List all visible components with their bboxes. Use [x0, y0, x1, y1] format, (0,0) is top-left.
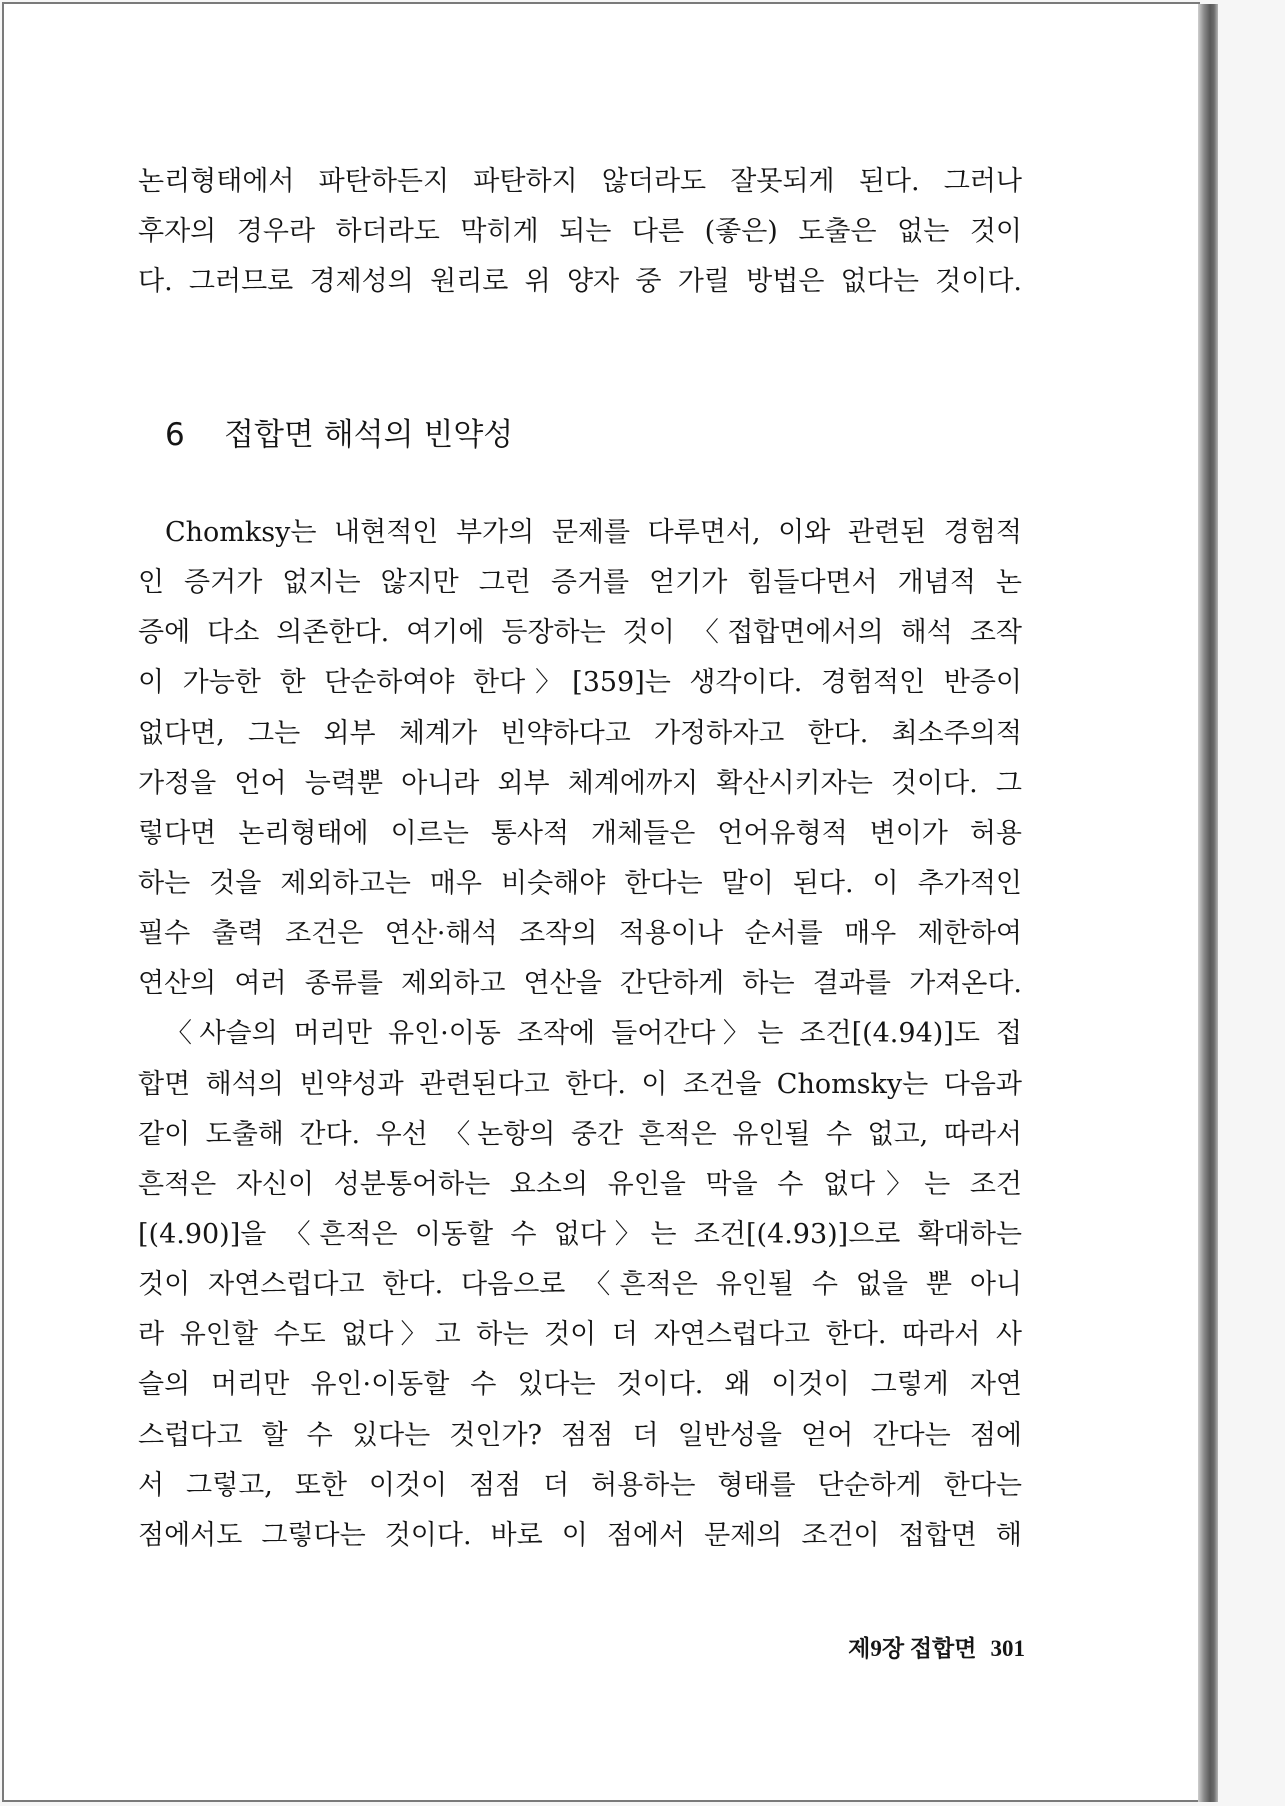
text-line: 후자의 경우라 하더라도 막히게 되는 다른 (좋은) 도출은 없는 것이 — [138, 216, 1022, 248]
text-line: 합면 해석의 빈약성과 관련된다고 한다. 이 조건을 Chomsky는 다음과 — [138, 1068, 1022, 1100]
text-line: 증에 다소 의존한다. 여기에 등장하는 것이 〈접합면에서의 해석 조작 — [138, 617, 1022, 649]
text-line: 다. 그러므로 경제성의 원리로 위 양자 중 가릴 방법은 없다는 것이다. — [138, 266, 1022, 298]
paragraph-continued — [138, 157, 1022, 307]
text-line: 이 가능한 한 단순하여야 한다〉[359]는 생각이다. 경험적인 반증이 — [138, 667, 1022, 699]
text-line: 연산의 여러 종류를 제외하고 연산을 간단하게 하는 결과를 가져온다. — [138, 968, 1022, 1000]
text-line: 흔적은 자신이 성분통어하는 요소의 유인을 막을 수 없다〉는 조건 — [138, 1168, 1022, 1200]
page-number: 301 — [990, 1636, 1025, 1661]
text-line: 렇다면 논리형태에 이르는 통사적 개체들은 언어유형적 변이가 허용 — [138, 817, 1022, 849]
text-line: 가정을 언어 능력뿐 아니라 외부 체계에까지 확산시키자는 것이다. 그 — [138, 767, 1022, 799]
chapter-title: 제9장 접합면 — [848, 1636, 977, 1661]
text-line: [(4.90)]을 〈흔적은 이동할 수 없다〉는 조건[(4.93)]으로 확대하는 — [138, 1218, 1022, 1250]
page-edge-shadow — [1198, 4, 1218, 1802]
paragraph — [138, 508, 1022, 1009]
running-footer — [800, 1633, 1025, 1665]
text-line: 하는 것을 제외하고는 매우 비슷해야 한다는 말이 된다. 이 추가적인 — [138, 867, 1022, 899]
text-line: 점에서도 그렇다는 것이다. 바로 이 점에서 문제의 조건이 접합면 해 — [138, 1519, 1022, 1551]
section-number: 6 — [165, 417, 185, 453]
text-line: 서 그렇고, 또한 이것이 점점 더 허용하는 형태를 단순하게 한다는 — [138, 1469, 1022, 1501]
text-line: 스럽다고 할 수 있다는 것인가? 점점 더 일반성을 얻어 간다는 점에 — [138, 1419, 1022, 1451]
section-body — [138, 508, 1022, 1561]
section-title: 접합면 해석의 빈약성 — [224, 417, 514, 453]
paragraph — [138, 1009, 1022, 1561]
text-line: 것이 자연스럽다고 한다. 다음으로 〈흔적은 유인될 수 없을 뿐 아니 — [138, 1269, 1022, 1301]
text-line: 같이 도출해 간다. 우선 〈논항의 중간 흔적은 유인될 수 없고, 따라서 — [138, 1118, 1022, 1150]
text-line: 슬의 머리만 유인·이동할 수 있다는 것이다. 왜 이것이 그렇게 자연 — [138, 1369, 1022, 1401]
text-line: Chomksy는 내현적인 부가의 문제를 다루면서, 이와 관련된 경험적 — [165, 517, 1022, 548]
text-line: 필수 출력 조건은 연산·해석 조작의 적용이나 순서를 매우 제한하여 — [138, 918, 1022, 950]
text-line: 인 증거가 없지는 않지만 그런 증거를 얻기가 힘들다면서 개념적 논 — [138, 567, 1022, 599]
section-heading — [165, 413, 513, 457]
text-line: 라 유인할 수도 없다〉고 하는 것이 더 자연스럽다고 한다. 따라서 사 — [138, 1319, 1022, 1351]
text-line: 없다면, 그는 외부 체계가 빈약하다고 가정하자고 한다. 최소주의적 — [138, 717, 1022, 749]
text-line: 논리형태에서 파탄하든지 파탄하지 않더라도 잘못되게 된다. 그러나 — [138, 166, 1022, 197]
text-line: 〈사슬의 머리만 유인·이동 조작에 들어간다〉는 조건[(4.94)]도 접 — [165, 1018, 1022, 1050]
